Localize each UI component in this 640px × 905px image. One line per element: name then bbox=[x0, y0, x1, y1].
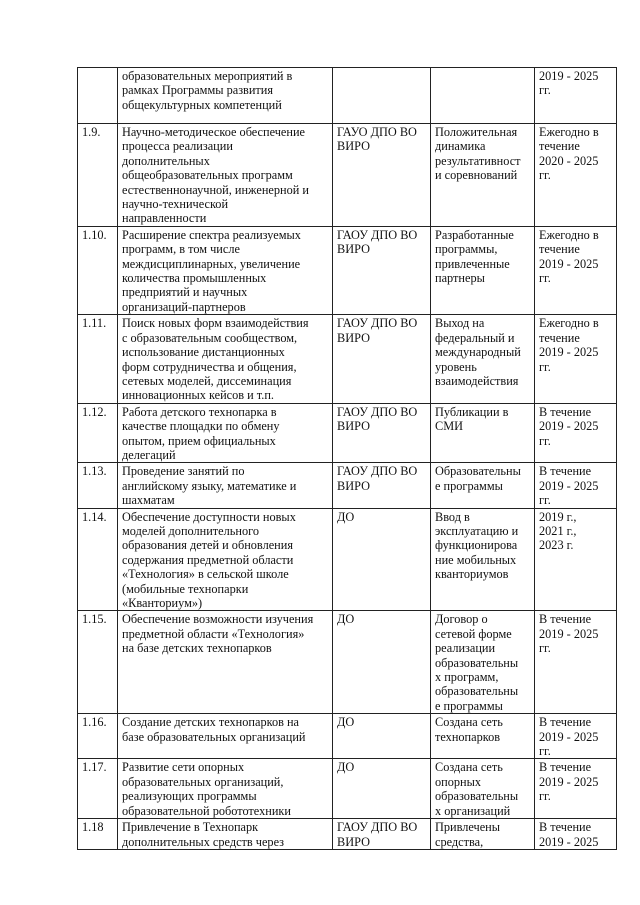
result: Договор о сетевой форме реализации образовательны х программ, образовательны е программы bbox=[431, 611, 535, 714]
executor: ДО bbox=[333, 759, 431, 819]
table-row bbox=[78, 315, 617, 403]
result: Выход на федеральный и международный уровень взаимодействия bbox=[431, 315, 535, 403]
result: Публикации в СМИ bbox=[431, 403, 535, 463]
table-row bbox=[78, 124, 617, 227]
table-row bbox=[78, 68, 617, 124]
executor: ГАОУ ДПО ВО ВИРО bbox=[333, 403, 431, 463]
row-number: 1.15. bbox=[78, 611, 118, 714]
executor: ГАОУ ДПО ВО ВИРО bbox=[333, 315, 431, 403]
table-row bbox=[78, 714, 617, 759]
executor: ДО bbox=[333, 508, 431, 611]
activity-name: Обеспечение возможности изучения предметной области «Технология» на базе детских технопарков bbox=[118, 611, 333, 714]
table-row bbox=[78, 226, 617, 314]
row-number: 1.11. bbox=[78, 315, 118, 403]
row-number: 1.17. bbox=[78, 759, 118, 819]
activity-name: Развитие сети опорных образовательных организаций, реализующих программы образовательной робототехники bbox=[118, 759, 333, 819]
term: В течение 2019 - 2025 гг. bbox=[535, 759, 617, 819]
table-row bbox=[78, 611, 617, 714]
executor: ГАОУ ДПО ВО ВИРО bbox=[333, 463, 431, 508]
executor: ГАУО ДПО ВО ВИРО bbox=[333, 124, 431, 227]
executor: ГАОУ ДПО ВО ВИРО bbox=[333, 226, 431, 314]
row-number: 1.10. bbox=[78, 226, 118, 314]
row-number: 1.12. bbox=[78, 403, 118, 463]
term: В течение 2019 - 2025 гг. bbox=[535, 714, 617, 759]
executor: ДО bbox=[333, 714, 431, 759]
term: В течение 2019 - 2025 гг. bbox=[535, 463, 617, 508]
table-row bbox=[78, 403, 617, 463]
row-number: 1.18 bbox=[78, 819, 118, 850]
executor bbox=[333, 68, 431, 124]
term: В течение 2019 - 2025 bbox=[535, 819, 617, 850]
activity-name: Научно-методическое обеспечение процесса реализации дополнительных общеобразовательных программ естественнонаучной, инженерной и научно-технической направленности bbox=[118, 124, 333, 227]
result: Создана сеть опорных образовательны х организаций bbox=[431, 759, 535, 819]
term: В течение 2019 - 2025 гг. bbox=[535, 611, 617, 714]
row-number bbox=[78, 68, 118, 124]
row-number: 1.9. bbox=[78, 124, 118, 227]
activity-name: Расширение спектра реализуемых программ, в том числе междисциплинарных, увеличение количества промышленных предприятий и научных организаций-партнеров bbox=[118, 226, 333, 314]
result: Создана сеть технопарков bbox=[431, 714, 535, 759]
executor: ДО bbox=[333, 611, 431, 714]
activity-name: Поиск новых форм взаимодействия с образовательным сообществом, использование дистанционных форм сотрудничества и общения, сетевых моделей, диссеминация инновационных кейсов и т.п. bbox=[118, 315, 333, 403]
row-number: 1.16. bbox=[78, 714, 118, 759]
result: Ввод в эксплуатацию и функционирова ние мобильных кванториумов bbox=[431, 508, 535, 611]
term: 2019 - 2025 гг. bbox=[535, 68, 617, 124]
result bbox=[431, 68, 535, 124]
term: Ежегодно в течение 2019 - 2025 гг. bbox=[535, 315, 617, 403]
term: Ежегодно в течение 2019 - 2025 гг. bbox=[535, 226, 617, 314]
table-row bbox=[78, 759, 617, 819]
table-row bbox=[78, 819, 617, 850]
table-row bbox=[78, 508, 617, 611]
row-number: 1.14. bbox=[78, 508, 118, 611]
activity-name: Обеспечение доступности новых моделей дополнительного образования детей и обновления содержания предметной области «Технология» в сельской школе (мобильные технопарки «Кванториум») bbox=[118, 508, 333, 611]
activity-name: Проведение занятий по английскому языку, математике и шахматам bbox=[118, 463, 333, 508]
activity-name: Работа детского технопарка в качестве площадки по обмену опытом, прием официальных делегаций bbox=[118, 403, 333, 463]
activity-name: образовательных мероприятий в рамках Программы развития общекультурных компетенций bbox=[118, 68, 333, 124]
term: Ежегодно в течение 2020 - 2025 гг. bbox=[535, 124, 617, 227]
result: Образовательны е программы bbox=[431, 463, 535, 508]
result: Привлечены средства, bbox=[431, 819, 535, 850]
table-row bbox=[78, 463, 617, 508]
row-number: 1.13. bbox=[78, 463, 118, 508]
result: Разработанные программы, привлеченные партнеры bbox=[431, 226, 535, 314]
term: В течение 2019 - 2025 гг. bbox=[535, 403, 617, 463]
executor: ГАОУ ДПО ВО ВИРО bbox=[333, 819, 431, 850]
activity-name: Создание детских технопарков на базе образовательных организаций bbox=[118, 714, 333, 759]
result: Положительная динамика результативност и соревнований bbox=[431, 124, 535, 227]
activity-name: Привлечение в Технопарк дополнительных средств через bbox=[118, 819, 333, 850]
term: 2019 г., 2021 г., 2023 г. bbox=[535, 508, 617, 611]
activities-table bbox=[77, 67, 617, 850]
